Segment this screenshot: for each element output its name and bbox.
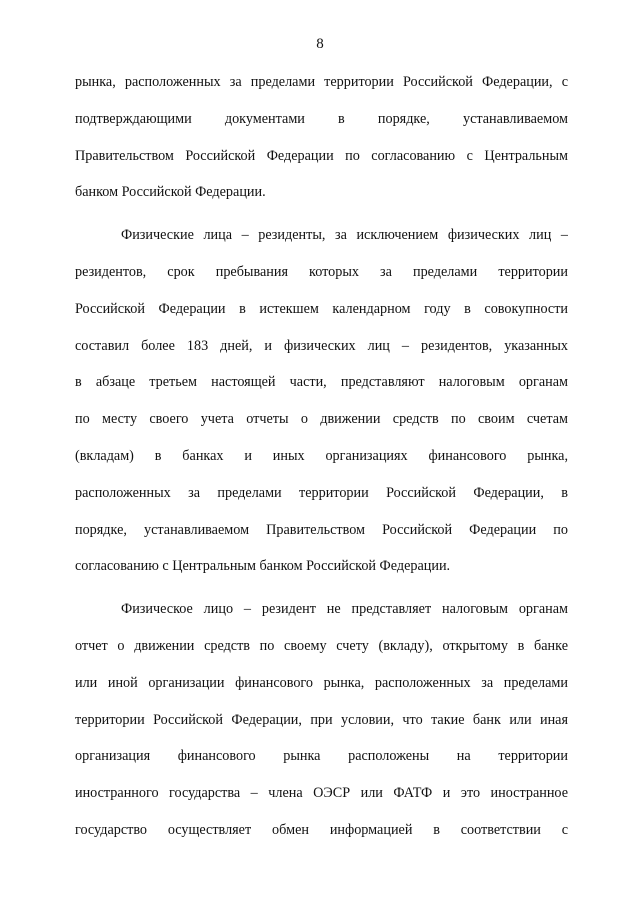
text-line: государство осуществляет обмен информацией в соответствии с [75,821,568,838]
text-line: по месту своего учета отчеты о движении средств по своим счетам [75,411,568,428]
text-line: Физические лица – резиденты, за исключением физических лиц – [121,227,568,244]
text-line: организация финансового рынка расположены на территории [75,748,568,765]
text-line: Правительством Российской Федерации по согласованию с Центральным [75,147,568,164]
paragraph [75,225,568,593]
text-line: расположенных за пределами территории Российской Федерации, в [75,484,568,501]
text-line: Российской Федерации в истекшем календарном году в совокупности [75,300,568,317]
text-line: иностранного государства – члена ОЭСР или ФАТФ и это иностранное [75,785,568,802]
text-line: или иной организации финансового рынка, расположенных за пределами [75,674,568,691]
text-line: территории Российской Федерации, при условии, что такие банк или иная [75,711,568,728]
text-line: рынка, расположенных за пределами территории Российской Федерации, с [75,74,568,90]
text-line: порядке, устанавливаемом Правительством Российской Федерации по [75,521,568,538]
text-line: в абзаце третьем настоящей части, представляют налоговым органам [75,374,568,391]
text-line: отчет о движении средств по своему счету (вкладу), открытому в банке [75,637,568,654]
text-line: согласованию с Центральным банком Российской Федерации. [75,558,451,575]
text-line: банком Российской Федерации. [75,184,266,201]
paragraph [75,599,568,857]
document-body [75,72,568,857]
text-line: (вкладам) в банках и иных организациях финансового рынка, [75,447,568,464]
text-line: Физическое лицо – резидент не представляет налоговым органам [121,601,568,618]
paragraph [75,72,568,219]
text-line: подтверждающими документами в порядке, устанавливаемом [75,110,568,127]
text-line: резидентов, срок пребывания которых за пределами территории [75,263,568,280]
page-number: 8 [316,36,324,52]
text-line: составил более 183 дней, и физических лиц – резидентов, указанных [75,337,568,354]
